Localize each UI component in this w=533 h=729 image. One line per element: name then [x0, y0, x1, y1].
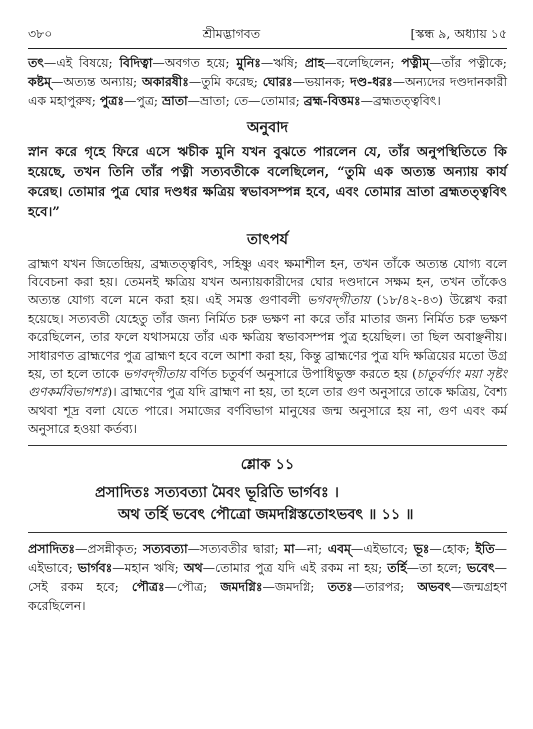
synonym-meaning: —তারপর; [352, 579, 418, 595]
synonym-word: দণ্ড-ধরঃ [350, 74, 393, 90]
chapter-reference: [স্কন্ধ ৯, অধ্যায় ১৫ [410, 26, 507, 41]
synonym-word: মা [284, 540, 295, 556]
synonym-meaning: —তাঁর পত্নীকে; [429, 55, 507, 70]
synonym-word: প্রাহ [304, 55, 325, 70]
synonym-meaning: —অত্যন্ত অন্যায়; [50, 74, 143, 90]
synonym-meaning: —এইভাবে; [350, 540, 414, 556]
purport-heading: তাৎপর্য [246, 230, 289, 248]
synonyms-top [28, 53, 507, 111]
synonym-meaning: —ব্রহ্মতত্ত্ববিৎ। [360, 93, 441, 109]
purport-segment: ব্রাহ্মণ যখন জিতেন্দ্রিয়, ব্রহ্মতত্ত্ববিৎ, সহিষ্ণু এবং ক্ষমাশীল হন, তখন তাঁকে অত্যন্ত যোগ্য বলে বিবেচনা করা হয়। তেমনই ক্ষত্রিয় যখন অন্যায়কারীদের ঘোর দণ্ডদানে সক্ষম হন, তখন তাঁকেও অত্যন্ত যোগ্য বলে মনে করা হয়। এই সমস্ত গুণাবলী [28, 255, 507, 308]
synonym-word: বিদিত্বা [119, 55, 153, 70]
synonym-meaning: —ঋষি; [260, 55, 305, 70]
synonym-word: অভবৎ [417, 579, 451, 595]
verse-line-1: প্রসাদিতঃ সত্যবত্যা মৈবং ভূরিতি ভার্গবঃ । [95, 483, 339, 501]
synonym-word: অথ [183, 559, 203, 575]
synonym-meaning: —তোমার পুত্র যদি এই রকম না হয়; [202, 559, 388, 575]
purport-segment: (১৮/৪২-৪৩) উল্লেখ করা হয়েছে। সত্যবতী যেহেতু তাঁর জন্য নির্মিত চরু ভক্ষণ না করে তাঁর মাতার জন্য নির্মিত চরু ভক্ষণ করেছিলেন, তার ফলে যথাসময়ে তাঁর এক ক্ষত্রিয় স্বভাবসম্পন্ন পুত্র হয়েছিল। তা ছিল অবাঞ্ছনীয়। সাধারণত ব্রাহ্মণের পুত্র ব্রাহ্মণ হবে বলে আশা করা হয়, কিন্তু ব্রাহ্মণের পুত্র যদি ক্ষত্রিয়ের মতো উগ্র হয়, তা হলে তাকে [28, 292, 507, 382]
synonym-meaning: —জমদগ্নি; [262, 579, 328, 595]
synonym-meaning: —অবগত হয়ে; [152, 55, 237, 70]
purport-italic: ভগবদ্‌গীতায় [123, 366, 186, 382]
synonym-word: ভ্রাতা [162, 93, 188, 109]
synonym-meaning: —সেই রকম হবে; [28, 559, 508, 595]
book-title: শ্রীমদ্ভাগবত [202, 26, 261, 41]
synonym-word: ব্রহ্ম-বিত্তমঃ [303, 93, 361, 109]
synonym-meaning: —বলেছিলেন; [324, 55, 402, 70]
synonym-word: ভার্গবঃ [77, 559, 113, 575]
synonym-meaning: —সত্যবতীর দ্বারা; [187, 540, 285, 556]
synonym-meaning: —মহান ঋষি; [112, 559, 184, 575]
synonym-word: মুনিঃ [236, 55, 261, 70]
synonym-word: পুত্রঃ [99, 93, 125, 109]
synonym-word: প্রসাদিতঃ [28, 540, 75, 556]
synonym-meaning: —প্রসন্নীকৃত; [74, 540, 144, 556]
translation-heading: অনুবাদ [246, 118, 289, 136]
synonym-word: এবম্ [327, 540, 351, 556]
synonym-meaning: —তুমি করেছ; [188, 74, 263, 90]
synonym-word: সত্যবত্যা [143, 540, 188, 556]
synonym-meaning: —জন্মগ্রহণ করেছিলেন। [28, 579, 508, 614]
synonym-meaning: —এই বিষয়ে; [43, 55, 120, 70]
purport-segment: বর্ণিত চতুর্বর্ণ অনুসারে উপাধিভুক্ত করতে হয় ( [185, 366, 417, 382]
synonym-meaning: —হোক; [429, 540, 476, 556]
synonym-word: ভূঃ [413, 540, 430, 556]
synonym-meaning: —না; [294, 540, 328, 556]
purport-segment: )। ব্রাহ্মণের পুত্র যদি ব্রাহ্মণ না হয়, তা হলে তার গুণ অনুসারে তাকে ক্ষত্রিয়, বৈশ্য অথবা শূদ্র বলা যেতে পারে। সমাজের বর্ণবিভাগ মানুষের জন্ম অনুসারে হয় না, গুণ এবং কর্ম অনুসারে হওয়া কর্তব্য। [28, 384, 507, 437]
synonym-word: পৌত্রঃ [131, 579, 165, 595]
synonym-meaning: —পৌত্র; [164, 579, 221, 595]
synonym-word: ততঃ [327, 579, 353, 595]
synonym-word: জমদগ্নিঃ [220, 579, 263, 595]
page-number: ৩৮০ [28, 26, 53, 41]
synonym-word: তৎ [28, 55, 44, 70]
synonym-meaning: —ভ্রাতা; তে—তোমার; [187, 93, 304, 109]
synonym-meaning: —এইভাবে; [28, 540, 507, 575]
purport-italic: ভগবদ্‌গীতায় [307, 292, 370, 308]
synonyms-bottom [28, 539, 507, 616]
synonym-word: ইতি [475, 540, 495, 556]
synonym-word: অকারষীঃ [142, 74, 189, 90]
synonym-word: পত্নীম্ [401, 55, 430, 70]
purport-text [28, 255, 507, 439]
section-divider [28, 445, 507, 446]
purport-italic: চাতুর্বর্ণ্যং ময়া সৃষ্টং গুণকর্মবিভাগশঃ [28, 366, 507, 400]
translation-text: স্নান করে গৃহে ফিরে এসে ঋচীক মুনি যখন বুঝতে পারলেন যে, তাঁর অনুপস্থিতিতে কি হয়েছে, তখন তিনি তাঁর পত্নী সত্যবতীকে বলেছিলেন, “তুমি এক অত্যন্ত অন্যায় কার্য করেছ। তোমার পুত্র ঘোর দণ্ডধর ক্ষত্রিয় স্বভাবসম্পন্ন হবে, এবং তোমার ভ্রাতা ব্রহ্মতত্ত্ববিৎ হবে।” [28, 144, 507, 220]
synonym-meaning: —পুত্র; [124, 93, 163, 109]
synonym-meaning: —অন্যদের দণ্ডদানকারী এক মহাপুরুষ; [28, 74, 508, 109]
synonym-meaning: —তা হলে; [406, 559, 467, 575]
verse-heading: শ্লোক ১১ [240, 455, 295, 473]
synonym-word: ঘোরঃ [262, 74, 293, 90]
synonym-meaning: —ভয়ানক; [292, 74, 351, 90]
section-divider [28, 532, 507, 533]
synonym-word: কষ্টম্ [28, 74, 51, 90]
verse-line-2: অথ তর্হি ভবেৎ পৌত্রো জমদগ্নিস্ততোঽভবৎ ॥ ১১ ॥ [118, 505, 414, 523]
synonym-word: ভবেৎ [466, 559, 495, 575]
page-header [28, 26, 507, 49]
synonym-word: তর্হি [387, 559, 407, 575]
